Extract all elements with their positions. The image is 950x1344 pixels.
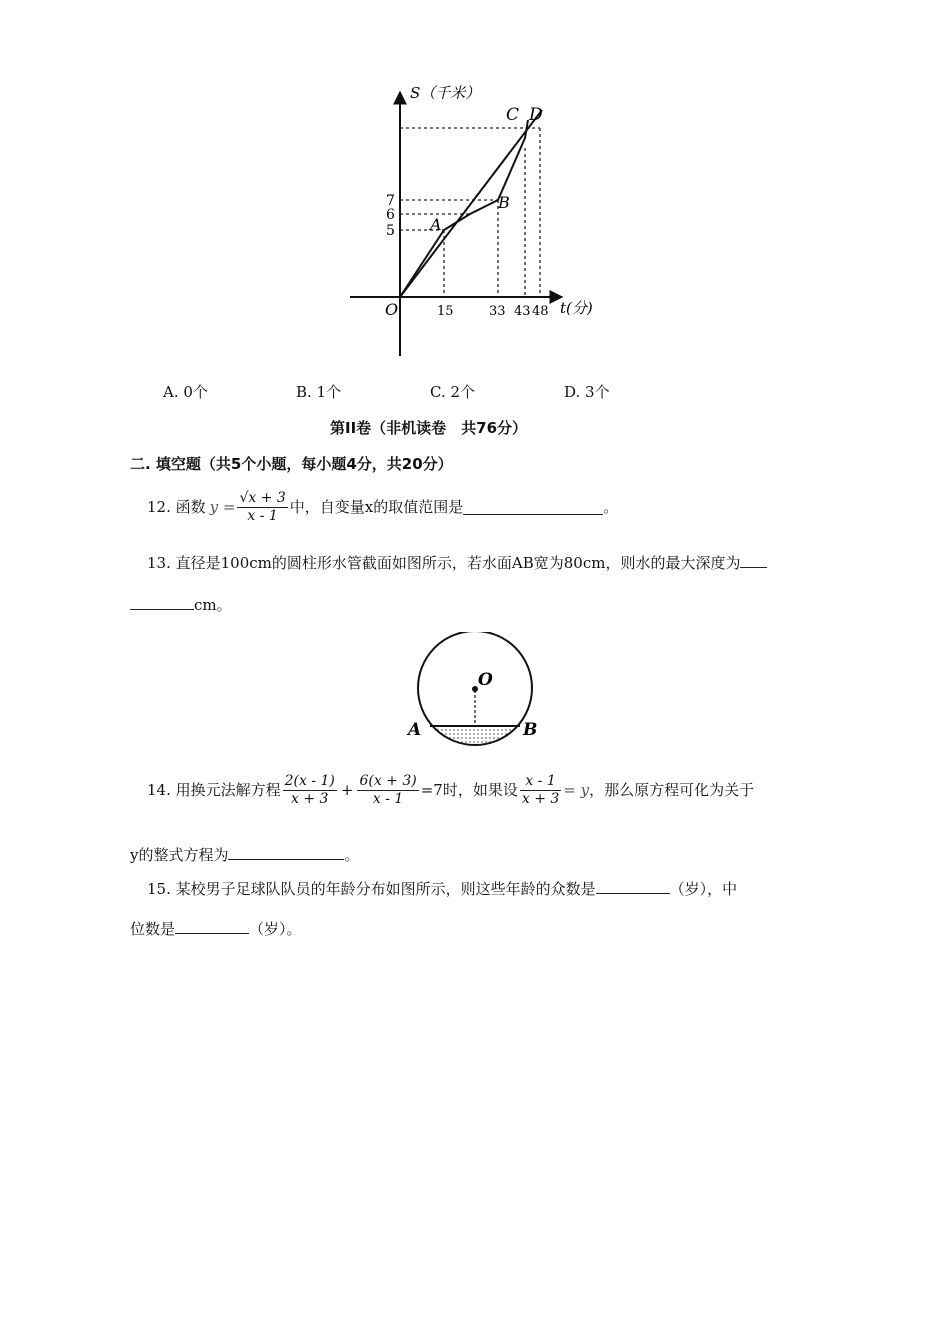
- point-a-label: A: [408, 720, 422, 740]
- x-tick-43: 43: [514, 304, 531, 319]
- q14-fraction-1: [283, 773, 337, 808]
- q14-fraction-2: [357, 773, 418, 808]
- point-c-label: C: [506, 105, 520, 125]
- q12-numerator: √x + 3: [239, 490, 286, 506]
- q14-line2: y的整式方程为: [130, 846, 229, 864]
- q12-y-eq: y =: [209, 498, 236, 517]
- x-tick-15: 15: [437, 304, 454, 319]
- option-b: B. 1个: [296, 383, 342, 401]
- q14-f3-denominator: x + 3: [521, 790, 560, 807]
- q15-text-c: 位数是: [130, 920, 176, 938]
- section2-title: 二. 填空题（共5个小题，每小题4分，共20分）: [130, 455, 453, 473]
- y-tick-7: 7: [386, 193, 395, 209]
- q15-text-a: 15. 某校男子足球队队员的年龄分布如图所示，则这些年龄的众数是: [147, 880, 596, 898]
- point-a-label: A: [430, 215, 442, 234]
- q14-answer-blank[interactable]: [228, 845, 344, 860]
- origin-label: O: [385, 300, 399, 319]
- y-axis-label: S（千米）: [410, 84, 481, 102]
- q12-end: 。: [603, 498, 619, 517]
- q14-end: 。: [344, 846, 360, 864]
- q14-f1-numerator: 2(x - 1): [284, 773, 335, 789]
- q12-prefix: 12. 函数: [147, 498, 206, 517]
- x-tick-33: 33: [489, 304, 506, 319]
- point-d-label: D: [529, 105, 543, 125]
- q14-plus: +: [340, 781, 354, 800]
- q14-prefix: 14. 用换元法解方程: [147, 781, 281, 800]
- q13-answer-blank-a[interactable]: [740, 553, 767, 568]
- question-13-line1: [147, 553, 767, 572]
- q14-f1-denominator: x + 3: [283, 790, 337, 808]
- x-axis-label: t(分): [560, 299, 593, 317]
- pipe-cross-section-figure: [400, 632, 550, 757]
- center-o-label: O: [478, 670, 493, 690]
- q15-text-b: （岁），中: [669, 880, 738, 898]
- distance-time-graph: [340, 80, 610, 365]
- q12-suffix: 中，自变量x的取值范围是: [289, 498, 464, 517]
- q14-f3-numerator: x - 1: [525, 773, 556, 789]
- question-15-line1: [147, 879, 737, 898]
- x-tick-48: 48: [532, 304, 549, 319]
- line-od: [400, 110, 542, 297]
- q14-mid: =7时，如果设: [420, 781, 518, 800]
- y-tick-6: 6: [386, 207, 395, 223]
- q14-eq-y: = y: [563, 781, 590, 800]
- point-b-label: B: [523, 720, 538, 740]
- q13-text: 13. 直径是100cm的圆柱形水管截面如图所示，若水面AB宽为80cm，则水的最大深度为: [147, 554, 741, 572]
- question-14-line1: [147, 773, 754, 808]
- q12-denominator: x - 1: [237, 507, 287, 525]
- q12-fraction: [237, 490, 287, 525]
- q13-answer-blank-b[interactable]: [130, 595, 194, 610]
- y-tick-5: 5: [386, 223, 395, 239]
- option-d: D. 3个: [564, 383, 610, 401]
- q14-suffix: ，那么原方程可化为关于: [589, 781, 755, 800]
- point-b-label: B: [498, 193, 510, 212]
- q14-f2-denominator: x - 1: [357, 790, 418, 808]
- q14-fraction-3: [520, 773, 561, 808]
- q15-answer-blank-median[interactable]: [175, 919, 249, 934]
- q15-text-d: （岁）。: [249, 920, 302, 938]
- part2-title: 第II卷（非机读卷 共76分）: [330, 419, 528, 437]
- q15-answer-blank-mode[interactable]: [596, 879, 670, 894]
- question-13-line2: [130, 595, 232, 614]
- option-c: C. 2个: [430, 383, 476, 401]
- option-a: A. 0个: [163, 383, 208, 401]
- q14-f2-numerator: 6(x + 3): [359, 773, 417, 789]
- q12-answer-blank[interactable]: [463, 500, 603, 515]
- question-12: [147, 490, 618, 525]
- question-14-line2: [130, 845, 360, 864]
- question-15-line2: [130, 919, 302, 938]
- q13-unit: cm。: [194, 596, 232, 614]
